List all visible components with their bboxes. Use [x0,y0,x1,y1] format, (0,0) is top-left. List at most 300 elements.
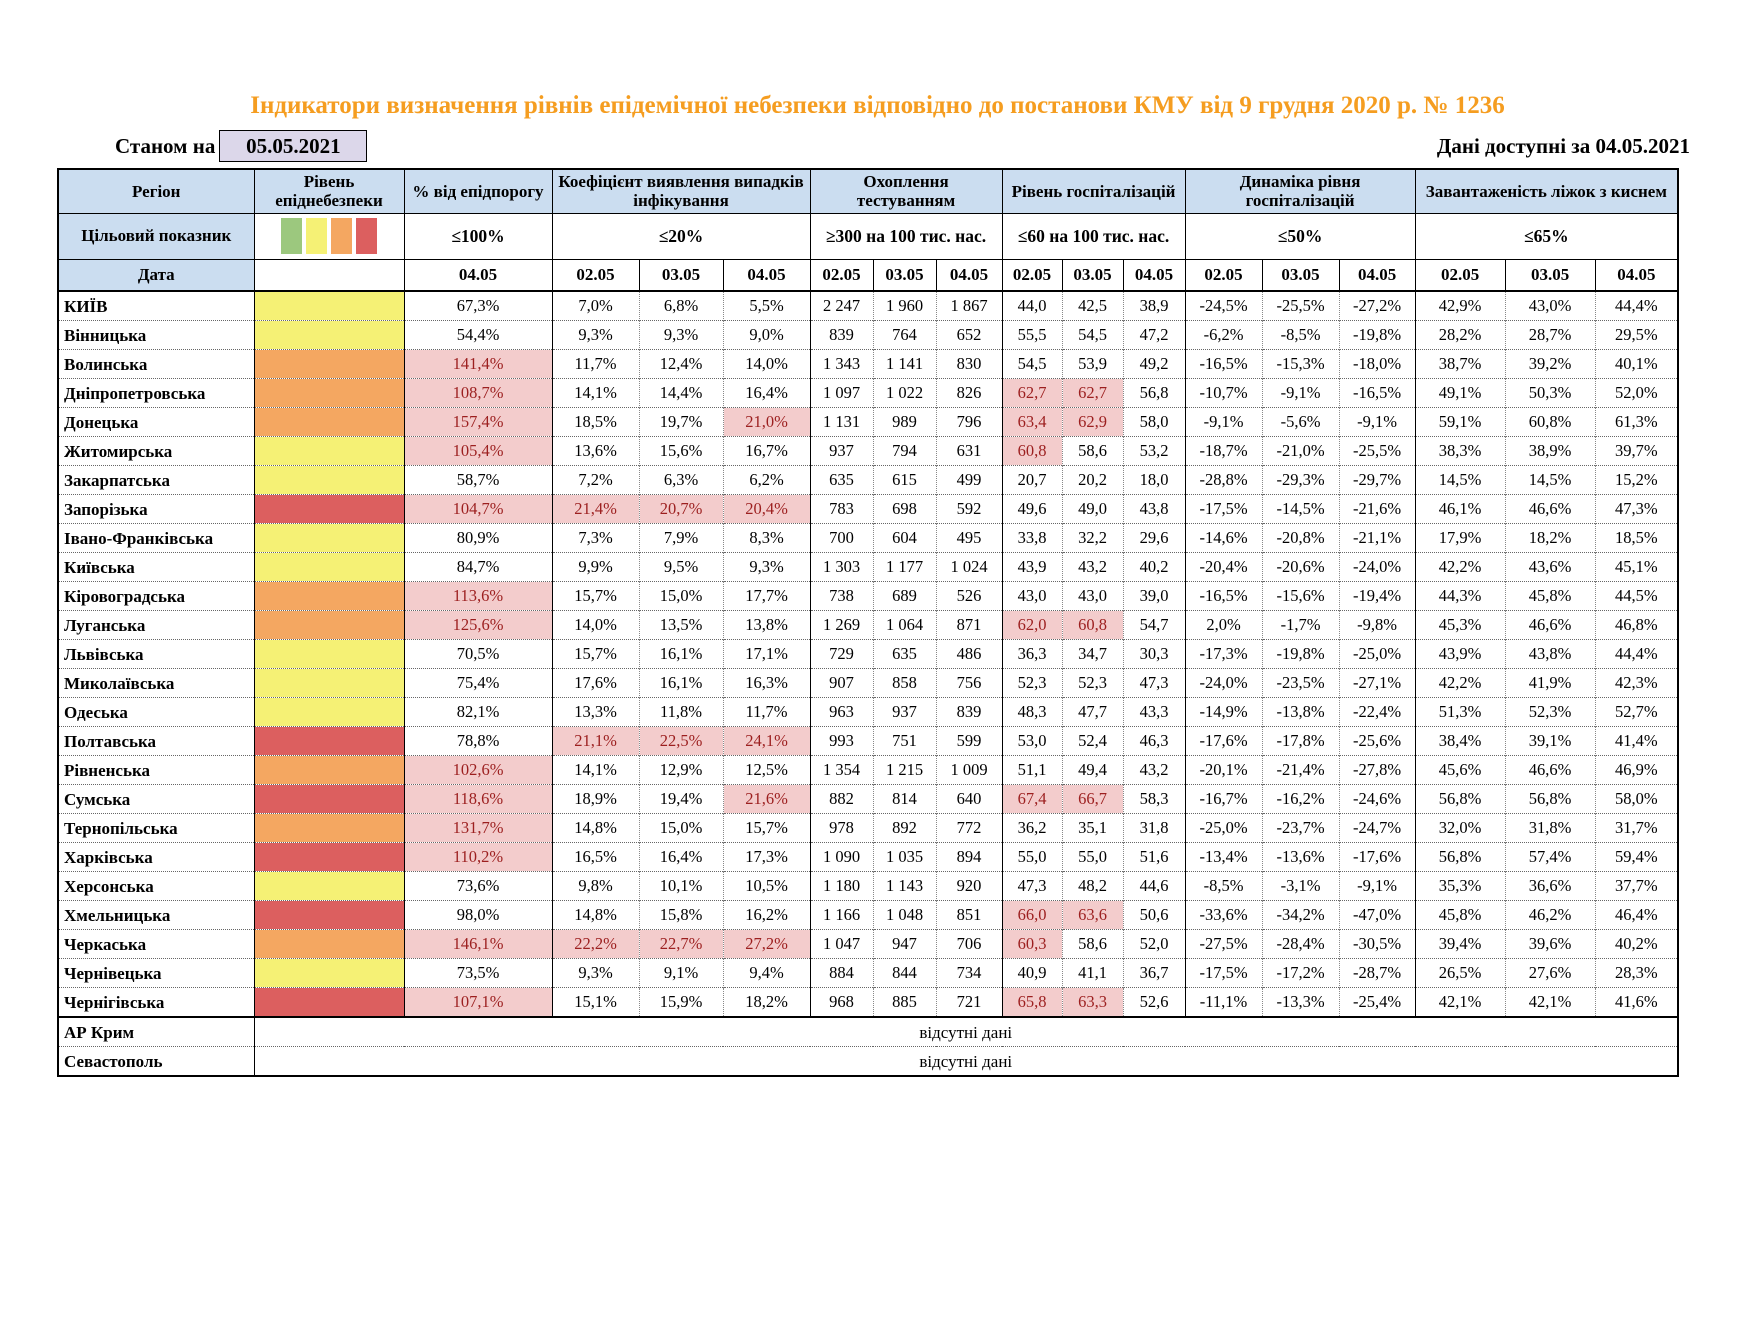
value-cell: -25,0% [1185,814,1262,843]
value-cell: 858 [873,669,936,698]
value-cell: 46,6% [1505,756,1595,785]
value-cell: 62,9 [1062,408,1123,437]
value-cell: 44,6 [1123,872,1185,901]
table-row-no-data [58,1047,1678,1077]
value-cell: 62,7 [1062,379,1123,408]
column-header-group: % від епідпорогу [404,169,552,213]
value-cell: -30,5% [1339,930,1415,959]
value-cell: 16,4% [723,379,810,408]
region-name: Черкаська [58,930,254,959]
value-cell: 16,5% [552,843,639,872]
region-name: Чернігівська [58,988,254,1018]
value-cell: 15,0% [639,814,723,843]
value-cell: 45,6% [1415,756,1505,785]
value-cell: -23,5% [1262,669,1339,698]
value-cell: 14,5% [1415,466,1505,495]
value-cell: -9,1% [1185,408,1262,437]
region-name: Дніпропетровська [58,379,254,408]
value-cell: 1 354 [810,756,873,785]
value-cell: 495 [936,524,1002,553]
value-cell: 729 [810,640,873,669]
date-row-label: Дата [58,259,254,291]
target-value: ≥300 на 100 тис. нас. [810,213,1002,259]
page [0,92,1755,1077]
value-cell: 764 [873,321,936,350]
value-cell: 17,9% [1415,524,1505,553]
value-cell: -29,3% [1262,466,1339,495]
value-cell: -17,5% [1185,959,1262,988]
value-cell: 51,3% [1415,698,1505,727]
value-cell: 55,0 [1062,843,1123,872]
value-cell: -20,8% [1262,524,1339,553]
table-row [58,582,1678,611]
value-cell: -20,6% [1262,553,1339,582]
value-cell: 22,2% [552,930,639,959]
value-cell: 125,6% [404,611,552,640]
value-cell: 13,3% [552,698,639,727]
risk-level-cell [254,988,404,1018]
value-cell: 47,7 [1062,698,1123,727]
value-cell: -18,0% [1339,350,1415,379]
value-cell: 1 131 [810,408,873,437]
region-name: Кіровоградська [58,582,254,611]
value-cell: 20,7 [1002,466,1062,495]
value-cell: 783 [810,495,873,524]
legend-risk_yellow-swatch [306,218,327,254]
value-cell: 84,7% [404,553,552,582]
value-cell: 871 [936,611,1002,640]
data-available-label [1437,134,1690,159]
risk-level-cell [254,611,404,640]
risk-level-cell [254,321,404,350]
value-cell: 698 [873,495,936,524]
value-cell: 993 [810,727,873,756]
value-cell: 61,3% [1595,408,1678,437]
value-cell: 43,6% [1505,553,1595,582]
page-title: Індикатори визначення рівнів епідемічної небезпеки відповідно до постанови КМУ від 9 грудня 2020 р. № 1236 [250,92,1505,119]
risk-level-cell [254,930,404,959]
value-cell: 14,0% [723,350,810,379]
date-header: 03.05 [1062,259,1123,291]
value-cell: 27,2% [723,930,810,959]
value-cell: 48,2 [1062,872,1123,901]
value-cell: -21,1% [1339,524,1415,553]
value-cell: 689 [873,582,936,611]
value-cell: 37,7% [1595,872,1678,901]
value-cell: 54,5 [1002,350,1062,379]
table-row [58,930,1678,959]
value-cell: 907 [810,669,873,698]
value-cell: 39,0 [1123,582,1185,611]
value-cell: 7,3% [552,524,639,553]
risk-level-cell [254,437,404,466]
value-cell: -17,6% [1185,727,1262,756]
value-cell: 78,8% [404,727,552,756]
value-cell: 18,0 [1123,466,1185,495]
value-cell: 58,0 [1123,408,1185,437]
table-row [58,524,1678,553]
value-cell: 844 [873,959,936,988]
value-cell: 41,1 [1062,959,1123,988]
value-cell: -24,0% [1185,669,1262,698]
value-cell: -28,4% [1262,930,1339,959]
value-cell: 734 [936,959,1002,988]
value-cell: 56,8% [1415,785,1505,814]
value-cell: 1 097 [810,379,873,408]
value-cell: 882 [810,785,873,814]
value-cell: 16,7% [723,437,810,466]
table-row [58,611,1678,640]
value-cell: 41,4% [1595,727,1678,756]
value-cell: 54,4% [404,321,552,350]
region-name: Рівненська [58,756,254,785]
region-name: Сумська [58,785,254,814]
value-cell: 26,5% [1415,959,1505,988]
value-cell: 50,3% [1505,379,1595,408]
column-header-group: Коефіцієнт виявлення випадків інфікування [552,169,810,213]
value-cell: 18,2% [1505,524,1595,553]
value-cell: 652 [936,321,1002,350]
value-cell: 108,7% [404,379,552,408]
value-cell: 146,1% [404,930,552,959]
value-cell: -24,5% [1185,291,1262,321]
value-cell: 29,5% [1595,321,1678,350]
risk-level-cell [254,843,404,872]
value-cell: 839 [810,321,873,350]
value-cell: 14,5% [1505,466,1595,495]
value-cell: 9,3% [552,321,639,350]
value-cell: 47,3 [1002,872,1062,901]
value-cell: 989 [873,408,936,437]
value-cell: 499 [936,466,1002,495]
value-cell: 49,4 [1062,756,1123,785]
value-cell: 44,4% [1595,291,1678,321]
value-cell: 49,0 [1062,495,1123,524]
value-cell: -16,5% [1185,350,1262,379]
value-cell: 39,2% [1505,350,1595,379]
value-cell: -28,8% [1185,466,1262,495]
value-cell: 6,2% [723,466,810,495]
value-cell: 1 343 [810,350,873,379]
value-cell: 15,7% [723,814,810,843]
value-cell: 6,3% [639,466,723,495]
value-cell: 63,3 [1062,988,1123,1018]
value-cell: 52,4 [1062,727,1123,756]
value-cell: 1 090 [810,843,873,872]
value-cell: -15,3% [1262,350,1339,379]
value-cell: 66,0 [1002,901,1062,930]
value-cell: 794 [873,437,936,466]
value-cell: 9,0% [723,321,810,350]
value-cell: -14,6% [1185,524,1262,553]
value-cell: 58,6 [1062,930,1123,959]
date-header: 03.05 [639,259,723,291]
value-cell: 33,8 [1002,524,1062,553]
value-cell: 73,5% [404,959,552,988]
value-cell: -9,1% [1339,872,1415,901]
value-cell: 46,6% [1505,495,1595,524]
column-header-group: Охоплення тестуванням [810,169,1002,213]
value-cell: 15,7% [552,582,639,611]
table-row [58,350,1678,379]
value-cell: -9,1% [1339,408,1415,437]
target-value: ≤60 на 100 тис. нас. [1002,213,1185,259]
risk-level-cell [254,756,404,785]
value-cell: 13,5% [639,611,723,640]
value-cell: 14,1% [552,756,639,785]
as-of-label: Станом на [115,133,216,158]
target-value: ≤65% [1415,213,1678,259]
value-cell: -18,7% [1185,437,1262,466]
column-header-group: Динаміка рівня госпіталізацій [1185,169,1415,213]
value-cell: 21,4% [552,495,639,524]
value-cell: 14,4% [639,379,723,408]
value-cell: 53,0 [1002,727,1062,756]
table-row [58,437,1678,466]
value-cell: 107,1% [404,988,552,1018]
value-cell: 22,5% [639,727,723,756]
value-cell: 38,7% [1415,350,1505,379]
value-cell: 43,8% [1505,640,1595,669]
value-cell: 118,6% [404,785,552,814]
table-row [58,669,1678,698]
value-cell: 1 009 [936,756,1002,785]
value-cell: 53,9 [1062,350,1123,379]
value-cell: 41,6% [1595,988,1678,1018]
value-cell: 1 022 [873,379,936,408]
value-cell: -11,1% [1185,988,1262,1018]
value-cell: 98,0% [404,901,552,930]
target-value: ≤100% [404,213,552,259]
value-cell: 42,1% [1415,988,1505,1018]
value-cell: 43,9% [1415,640,1505,669]
value-cell: 14,0% [552,611,639,640]
value-cell: -27,2% [1339,291,1415,321]
value-cell: 48,3 [1002,698,1062,727]
value-cell: 24,1% [723,727,810,756]
table-row [58,843,1678,872]
value-cell: -19,8% [1262,640,1339,669]
value-cell: 113,6% [404,582,552,611]
value-cell: -13,8% [1262,698,1339,727]
value-cell: 45,1% [1595,553,1678,582]
value-cell: 17,3% [723,843,810,872]
no-data-text: відсутні дані [254,1047,1678,1077]
value-cell: 46,9% [1595,756,1678,785]
value-cell: 851 [936,901,1002,930]
value-cell: -24,0% [1339,553,1415,582]
value-cell: 18,9% [552,785,639,814]
value-cell: 15,1% [552,988,639,1018]
date-header: 04.05 [404,259,552,291]
table-row [58,872,1678,901]
value-cell: 885 [873,988,936,1018]
value-cell: 16,1% [639,640,723,669]
value-cell: 15,0% [639,582,723,611]
value-cell: 9,4% [723,959,810,988]
value-cell: 47,3% [1595,495,1678,524]
value-cell: 599 [936,727,1002,756]
value-cell: 9,3% [723,553,810,582]
value-cell: 54,7 [1123,611,1185,640]
value-cell: 15,6% [639,437,723,466]
value-cell: 105,4% [404,437,552,466]
value-cell: -25,6% [1339,727,1415,756]
risk-level-cell [254,959,404,988]
risk-level-cell [254,669,404,698]
value-cell: 43,0% [1505,291,1595,321]
value-cell: 6,8% [639,291,723,321]
date-info-row [57,128,1698,164]
value-cell: -47,0% [1339,901,1415,930]
value-cell: 1 047 [810,930,873,959]
value-cell: 963 [810,698,873,727]
value-cell: -17,5% [1185,495,1262,524]
value-cell: -34,2% [1262,901,1339,930]
value-cell: -1,7% [1262,611,1339,640]
value-cell: 5,5% [723,291,810,321]
value-cell: 920 [936,872,1002,901]
value-cell: 39,4% [1415,930,1505,959]
value-cell: 2,0% [1185,611,1262,640]
value-cell: 18,5% [1595,524,1678,553]
value-cell: 50,6 [1123,901,1185,930]
table-row [58,785,1678,814]
value-cell: -13,6% [1262,843,1339,872]
date-header: 04.05 [1123,259,1185,291]
table-row [58,640,1678,669]
value-cell: -3,1% [1262,872,1339,901]
value-cell: -17,8% [1262,727,1339,756]
value-cell: 63,4 [1002,408,1062,437]
value-cell: -24,6% [1339,785,1415,814]
value-cell: 60,8 [1062,611,1123,640]
value-cell: 937 [873,698,936,727]
date-header: 04.05 [1339,259,1415,291]
value-cell: 35,3% [1415,872,1505,901]
value-cell: 55,0 [1002,843,1062,872]
value-cell: 43,0 [1062,582,1123,611]
target-value: ≤20% [552,213,810,259]
value-cell: 17,7% [723,582,810,611]
value-cell: 36,3 [1002,640,1062,669]
value-cell: 42,5 [1062,291,1123,321]
date-header: 03.05 [873,259,936,291]
value-cell: 65,8 [1002,988,1062,1018]
value-cell: 1 303 [810,553,873,582]
value-cell: 1 035 [873,843,936,872]
value-cell: 52,6 [1123,988,1185,1018]
risk-level-cell [254,553,404,582]
target-value: ≤50% [1185,213,1415,259]
region-name: Полтавська [58,727,254,756]
region-name: Херсонська [58,872,254,901]
value-cell: 38,9 [1123,291,1185,321]
value-cell: 21,1% [552,727,639,756]
value-cell: 62,0 [1002,611,1062,640]
value-cell: 43,0 [1002,582,1062,611]
region-name: Миколаївська [58,669,254,698]
risk-level-cell [254,901,404,930]
value-cell: -16,5% [1185,582,1262,611]
value-cell: 486 [936,640,1002,669]
value-cell: 42,1% [1505,988,1595,1018]
value-cell: 9,3% [639,321,723,350]
value-cell: 11,7% [552,350,639,379]
table-row [58,756,1678,785]
legend-risk_orange-swatch [331,218,352,254]
value-cell: 15,8% [639,901,723,930]
value-cell: 2 247 [810,291,873,321]
value-cell: 110,2% [404,843,552,872]
value-cell: -25,5% [1262,291,1339,321]
value-cell: 52,0% [1595,379,1678,408]
value-cell: -21,6% [1339,495,1415,524]
value-cell: 1 166 [810,901,873,930]
value-cell: 592 [936,495,1002,524]
value-cell: 31,7% [1595,814,1678,843]
value-cell: 635 [873,640,936,669]
value-cell: 42,2% [1415,669,1505,698]
value-cell: 22,7% [639,930,723,959]
value-cell: -23,7% [1262,814,1339,843]
value-cell: 1 960 [873,291,936,321]
value-cell: 39,6% [1505,930,1595,959]
date-header: 04.05 [936,259,1002,291]
value-cell: 830 [936,350,1002,379]
date-header: 02.05 [1415,259,1505,291]
value-cell: 1 141 [873,350,936,379]
value-cell: 75,4% [404,669,552,698]
table-row [58,814,1678,843]
value-cell: 7,2% [552,466,639,495]
value-cell: -6,2% [1185,321,1262,350]
value-cell: -28,7% [1339,959,1415,988]
value-cell: -13,4% [1185,843,1262,872]
value-cell: -15,6% [1262,582,1339,611]
value-cell: 35,1 [1062,814,1123,843]
value-cell: 17,6% [552,669,639,698]
value-cell: 32,2 [1062,524,1123,553]
region-name: АР Крим [58,1017,254,1047]
value-cell: 978 [810,814,873,843]
value-cell: 19,4% [639,785,723,814]
risk-level-cell [254,291,404,321]
value-cell: 42,2% [1415,553,1505,582]
value-cell: 40,2 [1123,553,1185,582]
value-cell: -16,7% [1185,785,1262,814]
risk-level-cell [254,379,404,408]
risk-level-cell [254,408,404,437]
value-cell: 706 [936,930,1002,959]
value-cell: 27,6% [1505,959,1595,988]
value-cell: 11,7% [723,698,810,727]
value-cell: -24,7% [1339,814,1415,843]
value-cell: 1 180 [810,872,873,901]
data-available-text: Дані доступні за [1436,133,1591,158]
column-header-region: Регіон [58,169,254,213]
value-cell: 15,2% [1595,466,1678,495]
risk-level-cell [254,640,404,669]
value-cell: 29,6 [1123,524,1185,553]
value-cell: 1 867 [936,291,1002,321]
value-cell: 66,7 [1062,785,1123,814]
value-cell: 52,3 [1002,669,1062,698]
value-cell: 10,5% [723,872,810,901]
date-header: 04.05 [723,259,810,291]
table-row [58,553,1678,582]
value-cell: 59,1% [1415,408,1505,437]
